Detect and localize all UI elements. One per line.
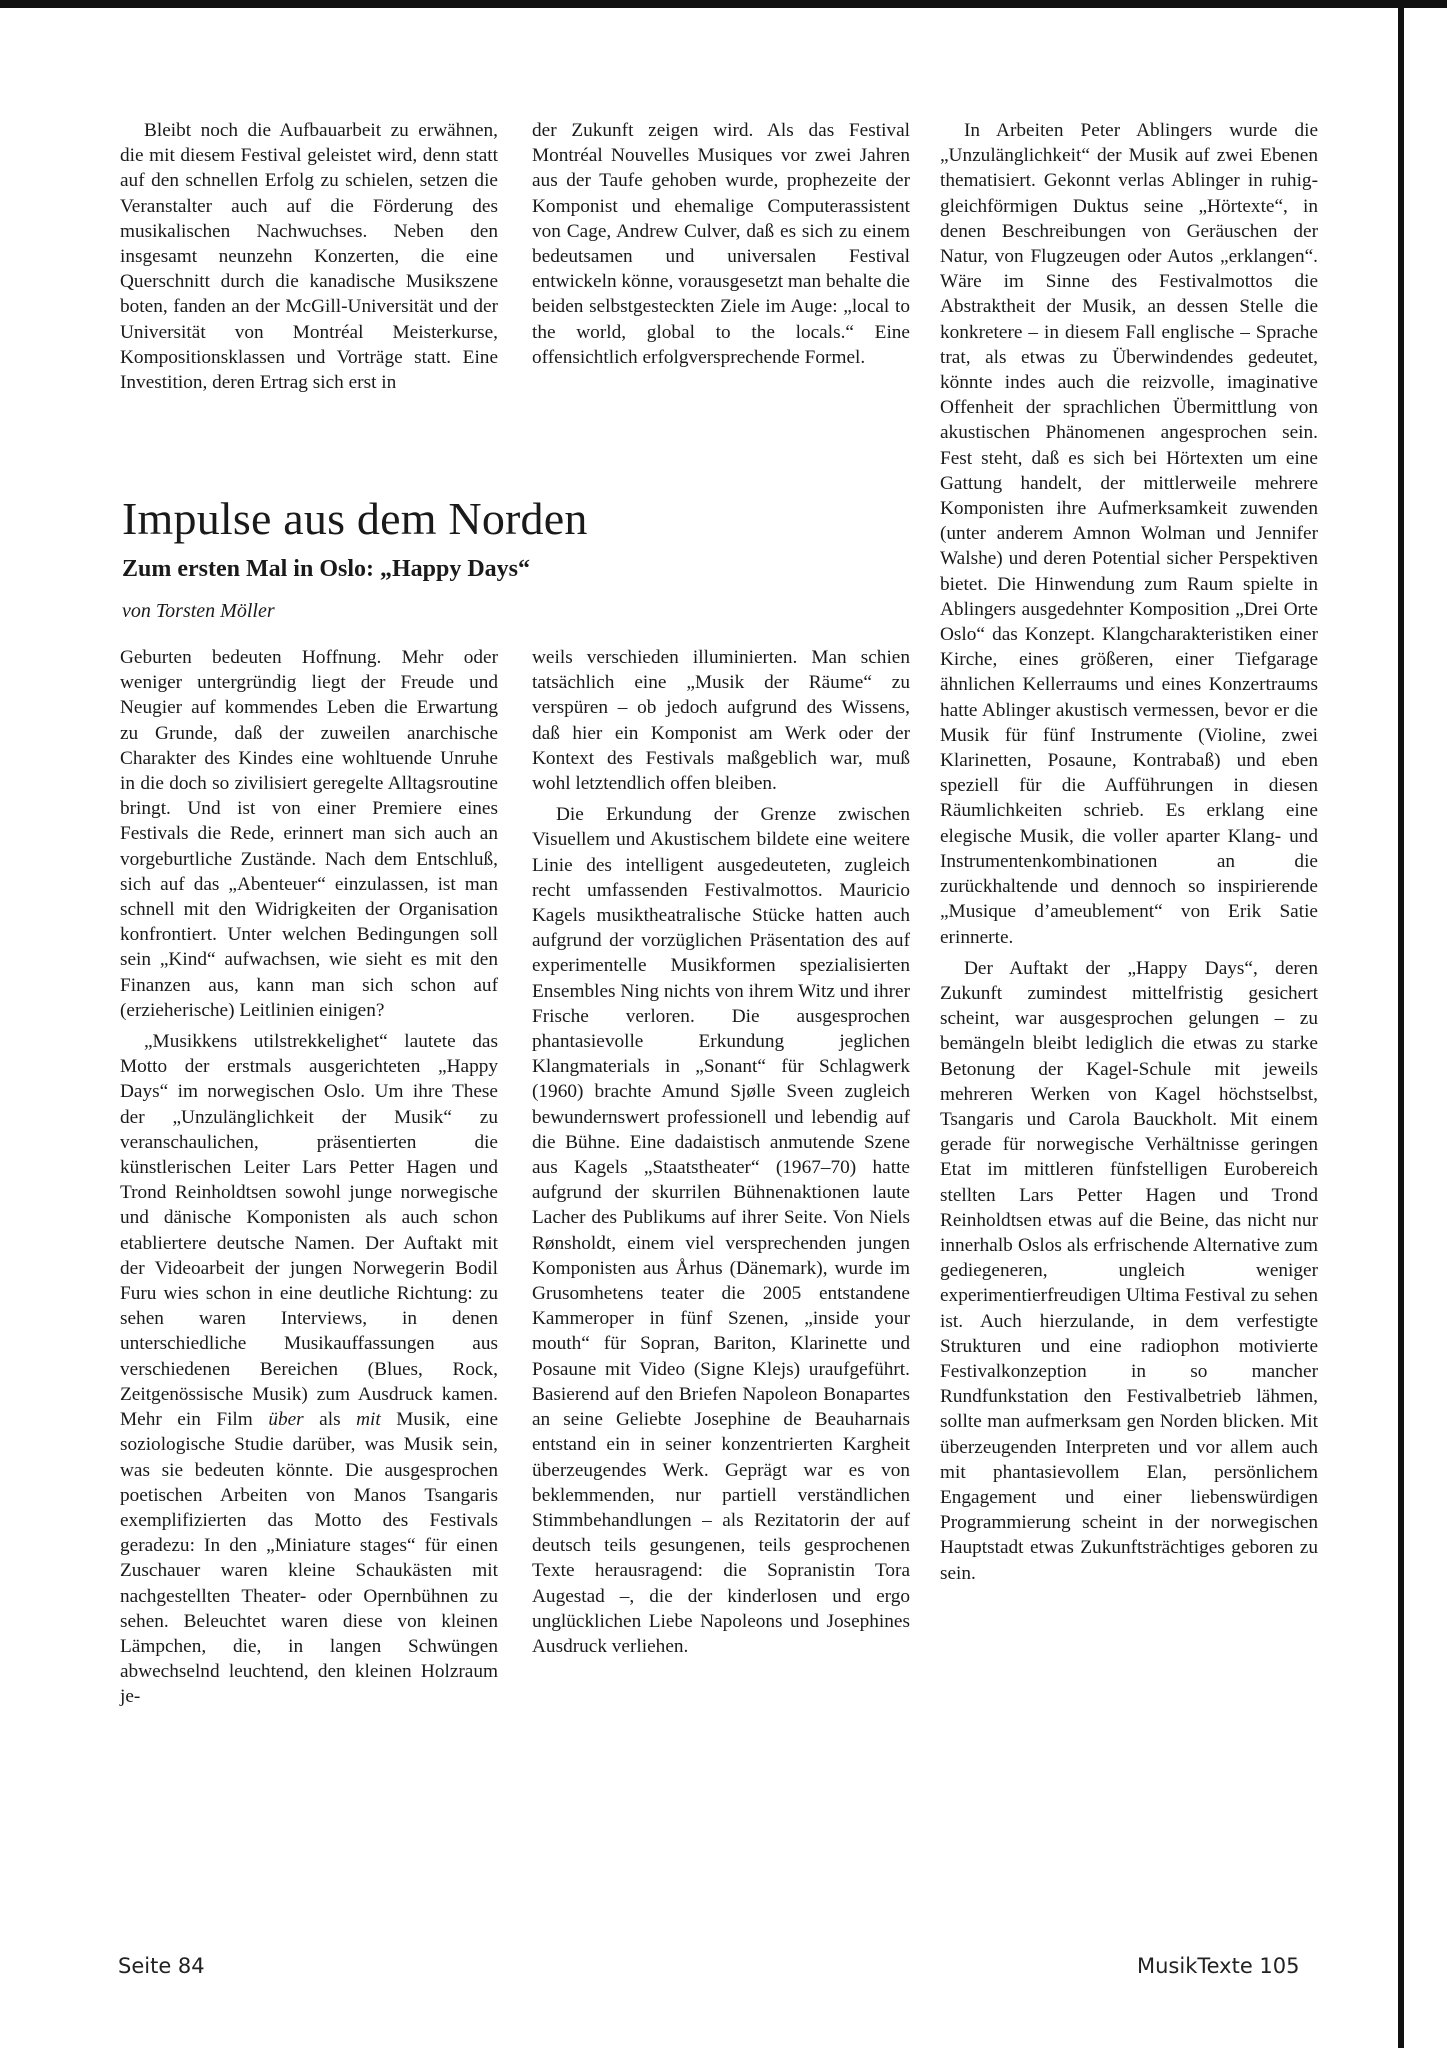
article-headline: Impulse aus dem Norden [122,493,588,544]
scan-margin [1404,8,1447,2048]
paragraph: der Zukunft zeigen wird. Als das Festival Montréal Nouvelles Musiques vor zwei Jahren aus der Taufe gehoben wurde, prophezeite der Komponist und ehemalige Computerassistent von Cage, Andrew Culver, daß es sich zu einem bedeutsamen und universalen Festival entwickeln könne, vorausgesetzt man behalte die beiden selbstgesteckten Ziele im Auge: „local to the world, global to the locals.“ Eine offensichtlich erfolgversprechende Formel. [532,120,910,368]
paragraph [120,1029,498,1709]
paragraph: weils verschieden illuminierten. Man schien tatsächlich eine „Musik der Räume“ zu verspüren – ob jedoch aufgrund des Wissens, daß hier ein Komponist am Werk oder der Kontext des Festivals maßgeblich war, muß wohl letztendlich offen bleiben. [532,647,910,795]
text-run: als [303,1409,357,1431]
article-byline: von Torsten Möller [122,600,275,622]
paragraph: In Arbeiten Peter Ablingers wurde die „Unzulänglichkeit“ der Musik auf zwei Ebenen thematisiert. Gekonnt verlas Ablinger in ruhig-gleichförmigen Duktus seine „Hörtexte“, in denen Beschreibungen von Geräuschen der Natur, von Flugzeugen oder Autos „erklangen“. Wäre im Sinne des Festivalmottos die Abstraktheit der Musik, an dessen Stelle die konkretere – in diesem Fall englische – Sprache trat, als etwas zu Überwindendes gedeutet, könnte indes auch die reizvolle, imaginative Offenheit der sprachlichen Übermittlung von akustischen Phänomenen angesprochen sein. Fest steht, daß es sich bei Hörtexten um eine Gattung handelt, der mittlerweile mehrere Komponisten ihre Aufmerksamkeit zuwenden (unter anderem Amnon Wolman und Jennifer Walshe) und deren Potential sicher Perspektiven bietet. Die Hinwendung zum Raum spielte in Ablingers ausgedehnter Komposition „Drei Orte Oslo“ das Konzept. Klangcharakteristiken einer Kirche, eines größeren, einer Tiefgarage ähnlichen Kellerraums und eines Konzertraums hatte Ablinger akustisch vermessen, bevor er die Musik für fünf Instrumente (Violine, zwei Klarinetten, Posaune, Kontrabaß) und eben speziell für die Aufführungen in diesen Räumlichkeiten schrieb. Es erklang eine elegische Musik, die voller aparter Klang- und Instrumentenkombinationen an die zurückhaltende und dennoch so inspirierende „Musique d’ameublement“ von Erik Satie erinnerte. [940,120,1318,948]
paragraph: Der Auftakt der „Happy Days“, deren Zukunft zumindest mittelfristig gesichert scheint, war ausgesprochen gelungen – zu bemängeln bleibt lediglich die etwas zu starke Betonung der Kagel-Schule mit jeweils mehreren Werken von Kagel höchstselbst, Tsangaris und Carola Bauckholt. Mit einem gerade für norwegische Verhältnisse geringen Etat im mittleren fünfstelligen Eurobereich stellten Lars Petter Hagen und Trond Reinholdtsen etwas auf die Beine, das nicht nur innerhalb Oslos als erfrischende Alternative zum gediegeneren, ungleich weniger experimentierfreudigen Ultima Festival zu sehen ist. Auch hierzulande, in dem verfestigte Strukturen und eine radiophon motivierte Festivalkonzeption in so mancher Rundfunkstation den Festivalbetrieb lähmen, sollte man aufmerksam gen Norden blicken. Mit überzeugenden Interpreten und vor allem auch mit phantasievollem Elan, persönlichem Engagement und einer liebenswürdigen Programmierung scheint in der norwegischen Hauptstadt etwas Zukunftsträchtiges geboren zu sein. [940,957,1318,1584]
article-column-3 [940,118,1318,1586]
page-number: Seite 84 [118,1954,205,1978]
paragraph: Bleibt noch die Aufbauarbeit zu erwähnen, die mit diesem Festival geleistet wird, denn statt auf den schnellen Erfolg zu schielen, setzen die Veranstalter auch auf die Förderung des musikalischen Nachwuchses. Neben den insgesamt neunzehn Konzerten, die eine Querschnitt durch die kanadische Musikszene boten, fanden an der McGill-Universität und der Universität von Montréal Meisterkurse, Kompositionsklassen und Vorträge statt. Eine Investition, deren Ertrag sich erst in [120,120,498,394]
emphasis: mit [356,1409,381,1431]
article-column-2 [532,645,910,1659]
paragraph: Die Erkundung der Grenze zwischen Visuellem und Akustischem bildete eine weitere Linie des intelligent ausgedeuteten, zugleich recht umfassenden Festivalmottos. Mauricio Kagels musiktheatralische Stücke hatten auch aufgrund der vorzüglichen Präsentation des auf experimentelle Musikformen spezialisierten Ensembles Ning nichts von ihrem Witz und ihrer Frische verloren. Die ausgesprochen phantasievolle Erkundung jeglichen Klangmaterials in „Sonant“ für Schlagwerk (1960) brachte Amund Sjølle Sveen zugleich bewundernswert professionell und lebendig auf die Bühne. Eine dadaistisch anmutende Szene aus Kagels „Staatstheater“ (1967–70) hatte aufgrund der skurrilen Bühnenaktionen laute Lacher des Publikums auf ihrer Seite. Von Niels Rønsholdt, einem viel versprechenden jungen Komponisten aus Århus (Dänemark), wurde im Grusomhetens teater die 2005 entstandene Kammeroper in fünf Szenen, „inside your mouth“ für Sopran, Bariton, Klarinette und Posaune mit Video (Signe Klejs) uraufgeführt. Basierend auf den Briefen Napoleon Bonapartes an seine Geliebte Josephine de Beauharnais entstand ein in seiner konzentrierten Kargheit überzeugendes Werk. Geprägt war es von beklemmenden, nur partiell verständlichen Stimmbehandlungen – als Rezitatorin der auf deutsch teils gesungenen, teils gesprochenen Texte herausragend: die Sopranistin Tora Augestad –, die der kinderlosen und ergo unglücklichen Liebe Napoleons und Josephines Ausdruck verliehen. [532,804,910,1657]
previous-article-column-2 [532,118,910,370]
article-subtitle: Zum ersten Mal in Oslo: „Happy Days“ [122,556,531,582]
text-run: „Musikkens utilstrekkelighet“ lautete das Motto der erstmals ausgerichteten „Happy Days“ im norwegischen Oslo. Um ihre These der „Unzulänglichkeit der Musik“ zu veranschaulichen, präsentierten die künstlerischen Leiter Lars Petter Hagen und Trond Reinholdtsen sowohl junge norwegische und dänische Komponisten als auch schon etabliertere deutsche Namen. Der Auftakt mit der Videoarbeit der jungen Norwegerin Bodil Furu wies schon in eine deutliche Richtung: zu sehen waren Interviews, in denen unterschiedliche Musikauffassungen aus verschiedenen Bereichen (Blues, Rock, Zeitgenössische Musik) zum Ausdruck kamen. Mehr ein Film [120,1031,498,1431]
previous-article-column-1 [120,118,498,395]
article-column-1 [120,645,498,1710]
publication-issue: MusikTexte 105 [1137,1954,1300,1978]
scan-top-border [0,0,1447,8]
text-run: Musik, eine soziologische Studie darüber, was Musik sein, was sie bedeuten könnte. Die ausgesprochen poetischen Arbeiten von Manos Tsangaris exemplifizierten das Motto des Festivals geradezu: In den „Miniature stages“ für einen Zuschauer waren kleine Schaukästen mit nachgestellten Theater- oder Opernbühnen zu sehen. Beleuchtet waren diese von kleinen Lämpchen, die, in langen Schwüngen abwechselnd leuchtend, den kleinen Holzraum je- [120,1409,498,1708]
paragraph: Geburten bedeuten Hoffnung. Mehr oder weniger untergründig liegt der Freude und Neugier auf kommendes Leben die Erwartung zu Grunde, daß der zuweilen anarchische Charakter des Kindes eine wohltuende Unruhe in die doch so zivilisiert geregelte Alltagsroutine bringt. Und ist von einer Premiere eines Festivals die Rede, erinnert man sich auch an vorgeburtliche Zustände. Nach dem Entschluß, sich auf das „Abenteuer“ einzulassen, ist man schnell mit den Widrigkeiten der Organisation konfrontiert. Unter welchen Bedingungen soll sein „Kind“ aufwachsen, wie sieht es mit den Finanzen aus, kann man sich schon auf (erzieherische) Leitlinien einigen? [120,647,498,1021]
emphasis: über [268,1409,304,1431]
